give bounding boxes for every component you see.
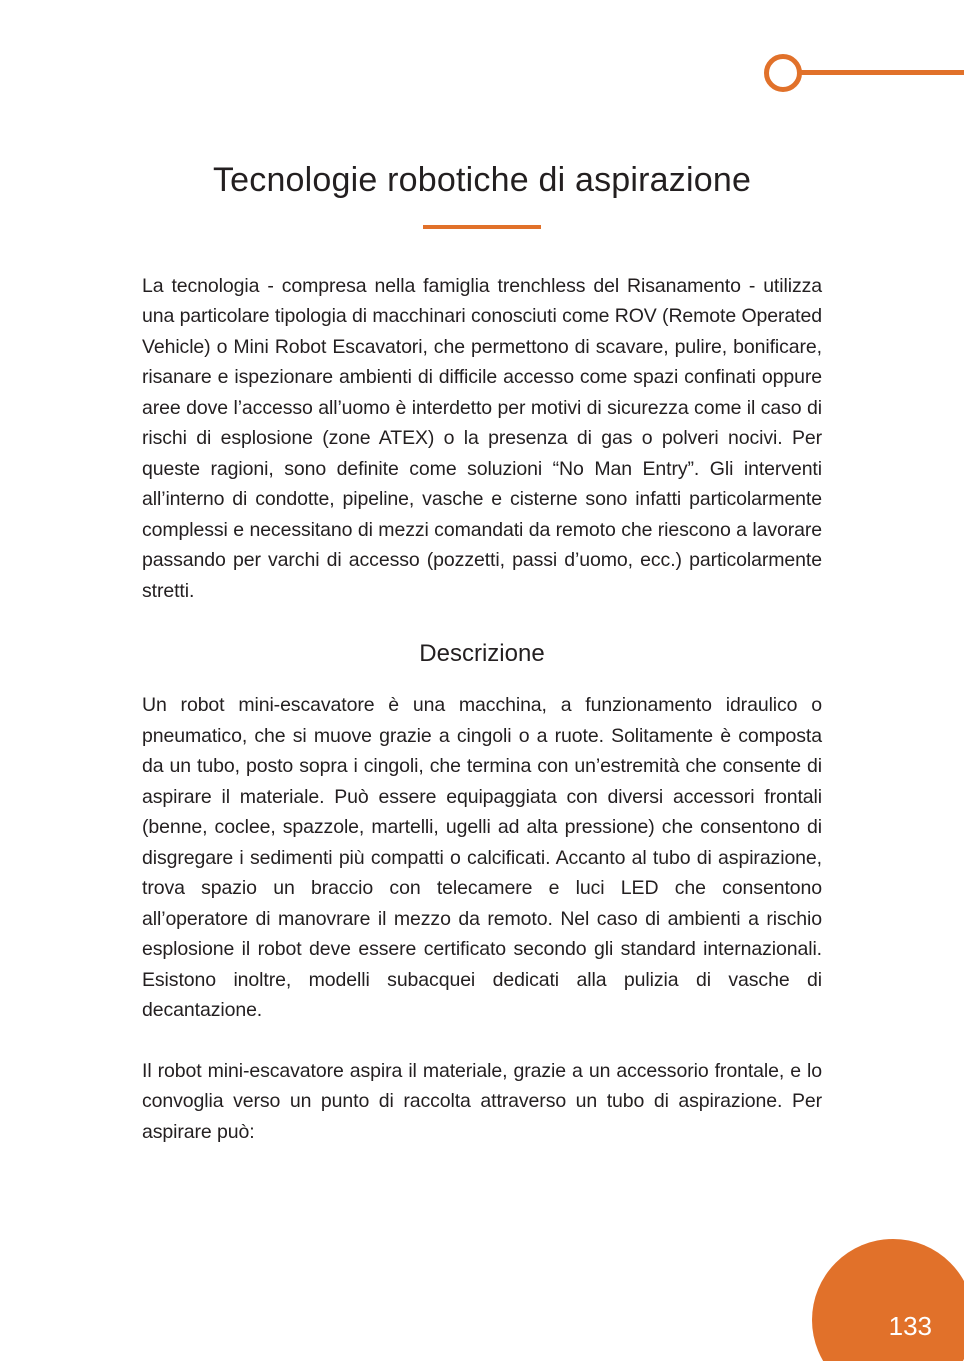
section-heading-descrizione: Descrizione [419, 640, 545, 668]
page-number-badge [812, 1239, 964, 1361]
paragraph-description-2: Il robot mini-escavatore aspira il materiale, grazie a un accessorio frontale, e lo convoglia verso un punto di raccolta attraverso un tubo di aspirazione. Per aspirare può: [142, 1059, 822, 1143]
page-number-shape [812, 1239, 964, 1361]
title-underline [423, 225, 541, 229]
paragraph-intro: La tecnologia - compresa nella famiglia trenchless del Risanamento - utilizza una particolare tipologia di macchinari conosciuti come ROV (Remote Operated Vehicle) o Mini Robot Escavatori, che permettono di scavare, pulire, bonificare, risanare e ispezionare ambienti di difficile accesso come spazi confinati oppure aree dove l’accesso all’uomo è interdetto per motivi di sicurezza come il caso di rischi di esplosione (zone ATEX) o la presenza di gas o polveri nocivi. Per queste ragioni, sono definite come soluzioni “No Man Entry”. Gli interventi all’interno di condotte, pipeline, vasche e cisterne sono infatti particolarmente complessi e necessitano di mezzi comandati da remoto che riescono a lavorare passando per varchi di accesso (pozzetti, passi d’uomo, ecc.) particolarmente stretti. [142, 274, 822, 602]
page-number: 133 [888, 1311, 932, 1341]
paragraph-description-1: Un robot mini-escavatore è una macchina, a funzionamento idraulico o pneumatico, che si muove grazie a cingoli o a ruote. Solitamente è composta da un tubo, posto sopra i cingoli, che termina con un’estremità che consente di aspirare il materiale. Può essere equipaggiata con diversi accessori frontali (benne, coclee, spazzole, martelli, ugelli ad alta pressione) che consentono di disgregare i sedimenti più compatti o calcificati. Accanto al tubo di aspirazione, trova spazio un braccio con telecamere e luci LED che consentono all’operatore di manovrare il mezzo da remoto. Nel caso di ambienti a rischio esplosione il robot deve essere certificato secondo gli standard internazionali. Esistono inoltre, modelli subacquei dedicati alla pulizia di vasche di decantazione. [142, 694, 822, 1022]
page-title: Tecnologie robotiche di aspirazione [212, 161, 752, 199]
